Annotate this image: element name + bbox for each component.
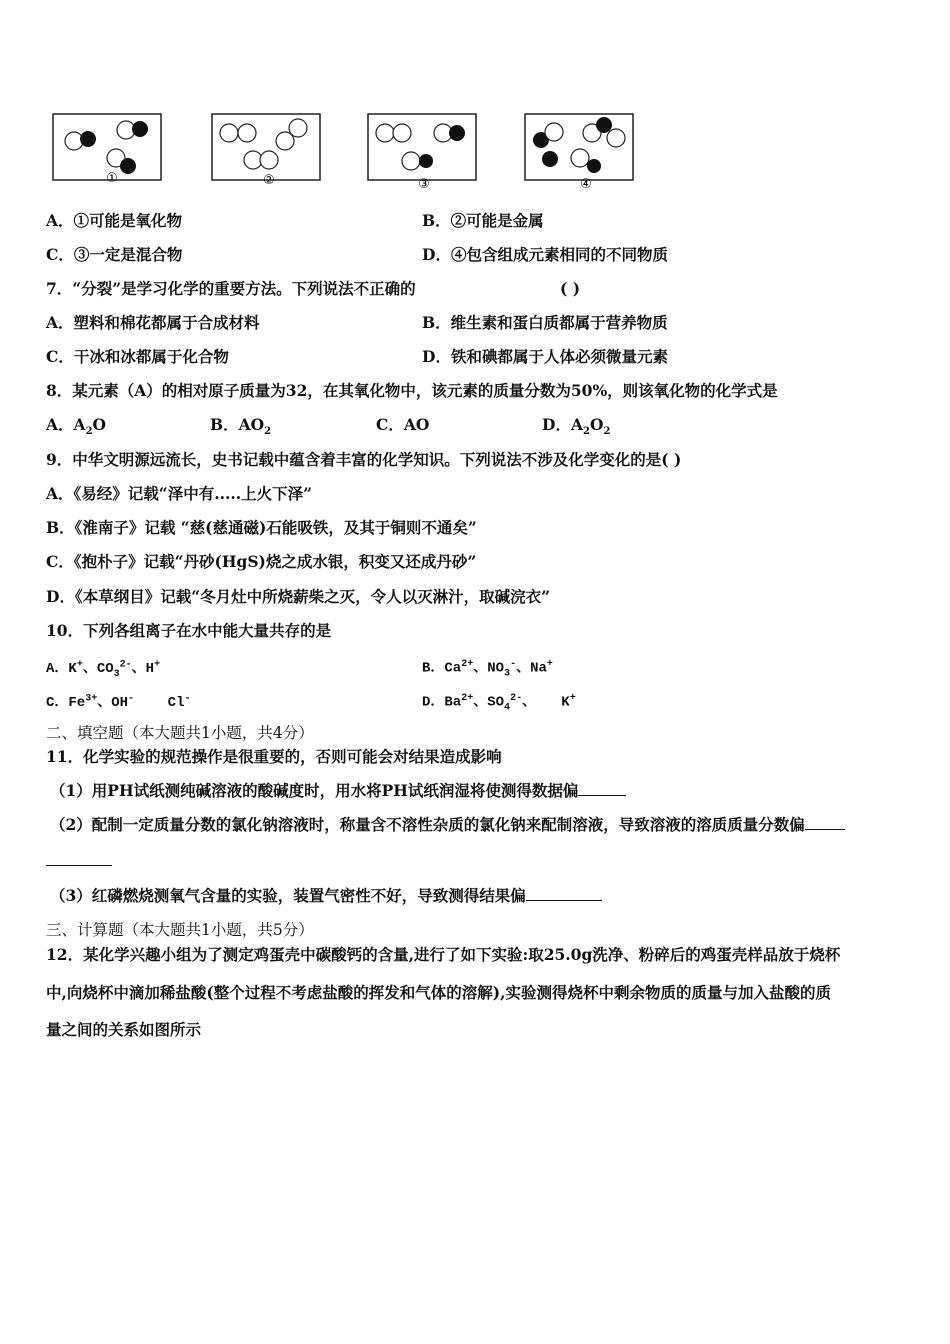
q12-line-2: 中,向烧杯中滴加稀盐酸(整个过程不考虑盐酸的挥发和气体的溶解),实验测得烧杯中剩余物质的质量与加入盐酸的质 (46, 983, 831, 1002)
q10-option-c: C．$Fe^{3+}$、OH- Cl- (46, 693, 191, 711)
q7-stem-text: 7．“分裂”是学习化学的重要方法。下列说法不正确的 (46, 279, 416, 298)
diagram-label: ③ (418, 177, 430, 190)
q7-stem (46, 279, 581, 299)
q10-options-row-1 (46, 655, 553, 684)
q7-option-c: C．干冰和冰都属于化合物 (46, 347, 229, 366)
q11-blank-2[interactable] (805, 815, 845, 830)
q7-options-row-1 (46, 313, 668, 333)
q9-option-d: D．《本草纲目》记载“冬月灶中所烧薪柴之灭，令人以灭淋汁，取碱浣衣” (46, 587, 551, 606)
q7-answer-paren: ( ) (560, 279, 581, 298)
q10-option-d: D．$Ba^{2+}$、$SO_4^{2-}$、 K+ (422, 693, 576, 714)
q10-options-row-2 (46, 689, 576, 714)
q9-option-c: C．《抱朴子》记载“丹砂(HgS)烧之成水银，积变又还成丹砂” (46, 552, 477, 571)
q6-option-c: C．③一定是混合物 (46, 245, 183, 264)
diagram-1 (52, 108, 164, 186)
diagram-label: ① (106, 171, 118, 186)
q11-part-1: （1）用PH试纸测纯碱溶液的酸碱度时，用水将PH试纸润湿将使测得数据偏 (50, 781, 626, 801)
q6-option-a: A．①可能是氧化物 (46, 211, 183, 230)
q6-option-b: B．②可能是金属 (422, 211, 544, 230)
q10-stem: 10．下列各组离子在水中能大量共存的是 (46, 621, 332, 640)
q8-option-d: D．$A_2O_2$ (542, 415, 611, 438)
q8-stem: 8．某元素（A）的相对原子质量为32，在其氧化物中，该元素的质量分数为50%，则该氧化物的化学式是 (46, 381, 778, 400)
q11-blank-2-cont[interactable] (46, 851, 112, 866)
q11-stem: 11．化学实验的规范操作是很重要的，否则可能会对结果造成影响 (46, 747, 502, 766)
diagram-3 (367, 108, 479, 190)
q8-options (46, 415, 611, 442)
q9-option-a: A．《易经》记载“泽中有.....上火下泽” (46, 484, 313, 503)
diagram-label: ④ (580, 177, 592, 190)
q12-line-3: 量之间的关系如图所示 (46, 1020, 202, 1039)
q8-option-b: B．$AO_2$ (210, 415, 272, 438)
q6-options-row-2 (46, 245, 668, 265)
q7-option-d: D．铁和碘都属于人体必须微量元素 (422, 347, 668, 366)
q11-part-2: （2）配制一定质量分数的氯化钠溶液时，称量含不溶性杂质的氯化钠来配制溶液，导致溶液的溶质质量分数偏 (50, 815, 845, 835)
section-3-heading: 三、计算题（本大题共1小题，共5分） (46, 921, 314, 939)
q11-part-2-continuation (46, 851, 112, 871)
section-2-heading: 二、填空题（本大题共1小题，共4分） (46, 724, 314, 742)
q7-options-row-2 (46, 347, 668, 367)
q6-options-row-1 (46, 211, 544, 231)
q8-option-a: A．$A_2O$ (46, 415, 107, 438)
q7-option-b: B．维生素和蛋白质都属于营养物质 (422, 313, 668, 332)
q11-part-3: （3）红磷燃烧测氧气含量的实验，装置气密性不好，导致测得结果偏 (50, 886, 602, 906)
diagram-2 (211, 108, 323, 186)
q10-option-a: A．K+、$CO_3^{2-}$、H+ (46, 659, 161, 680)
q12-line-1: 12．某化学兴趣小组为了测定鸡蛋壳中碳酸钙的含量,进行了如下实验:取25.0g洗净、粉碎后的鸡蛋壳样品放于烧杯 (46, 945, 841, 964)
q6-option-d: D．④包含组成元素相同的不同物质 (422, 245, 668, 264)
q9-option-b: B．《淮南子》记载 “慈(慈通磁)石能吸铁，及其于铜则不通矣” (46, 518, 477, 537)
diagram-4 (524, 108, 638, 190)
diagram-label: ② (263, 173, 275, 186)
q7-option-a: A．塑料和棉花都属于合成材料 (46, 313, 260, 332)
q10-option-b: B．$Ca^{2+}$、$NO_3^-$、Na+ (422, 659, 553, 680)
q11-blank-1[interactable] (578, 781, 626, 796)
q8-option-c: C．AO (376, 415, 430, 434)
q9-stem: 9．中华文明源远流长，史书记载中蕴含着丰富的化学知识。下列说法不涉及化学变化的是( ) (46, 450, 682, 469)
q11-blank-3[interactable] (526, 886, 602, 901)
